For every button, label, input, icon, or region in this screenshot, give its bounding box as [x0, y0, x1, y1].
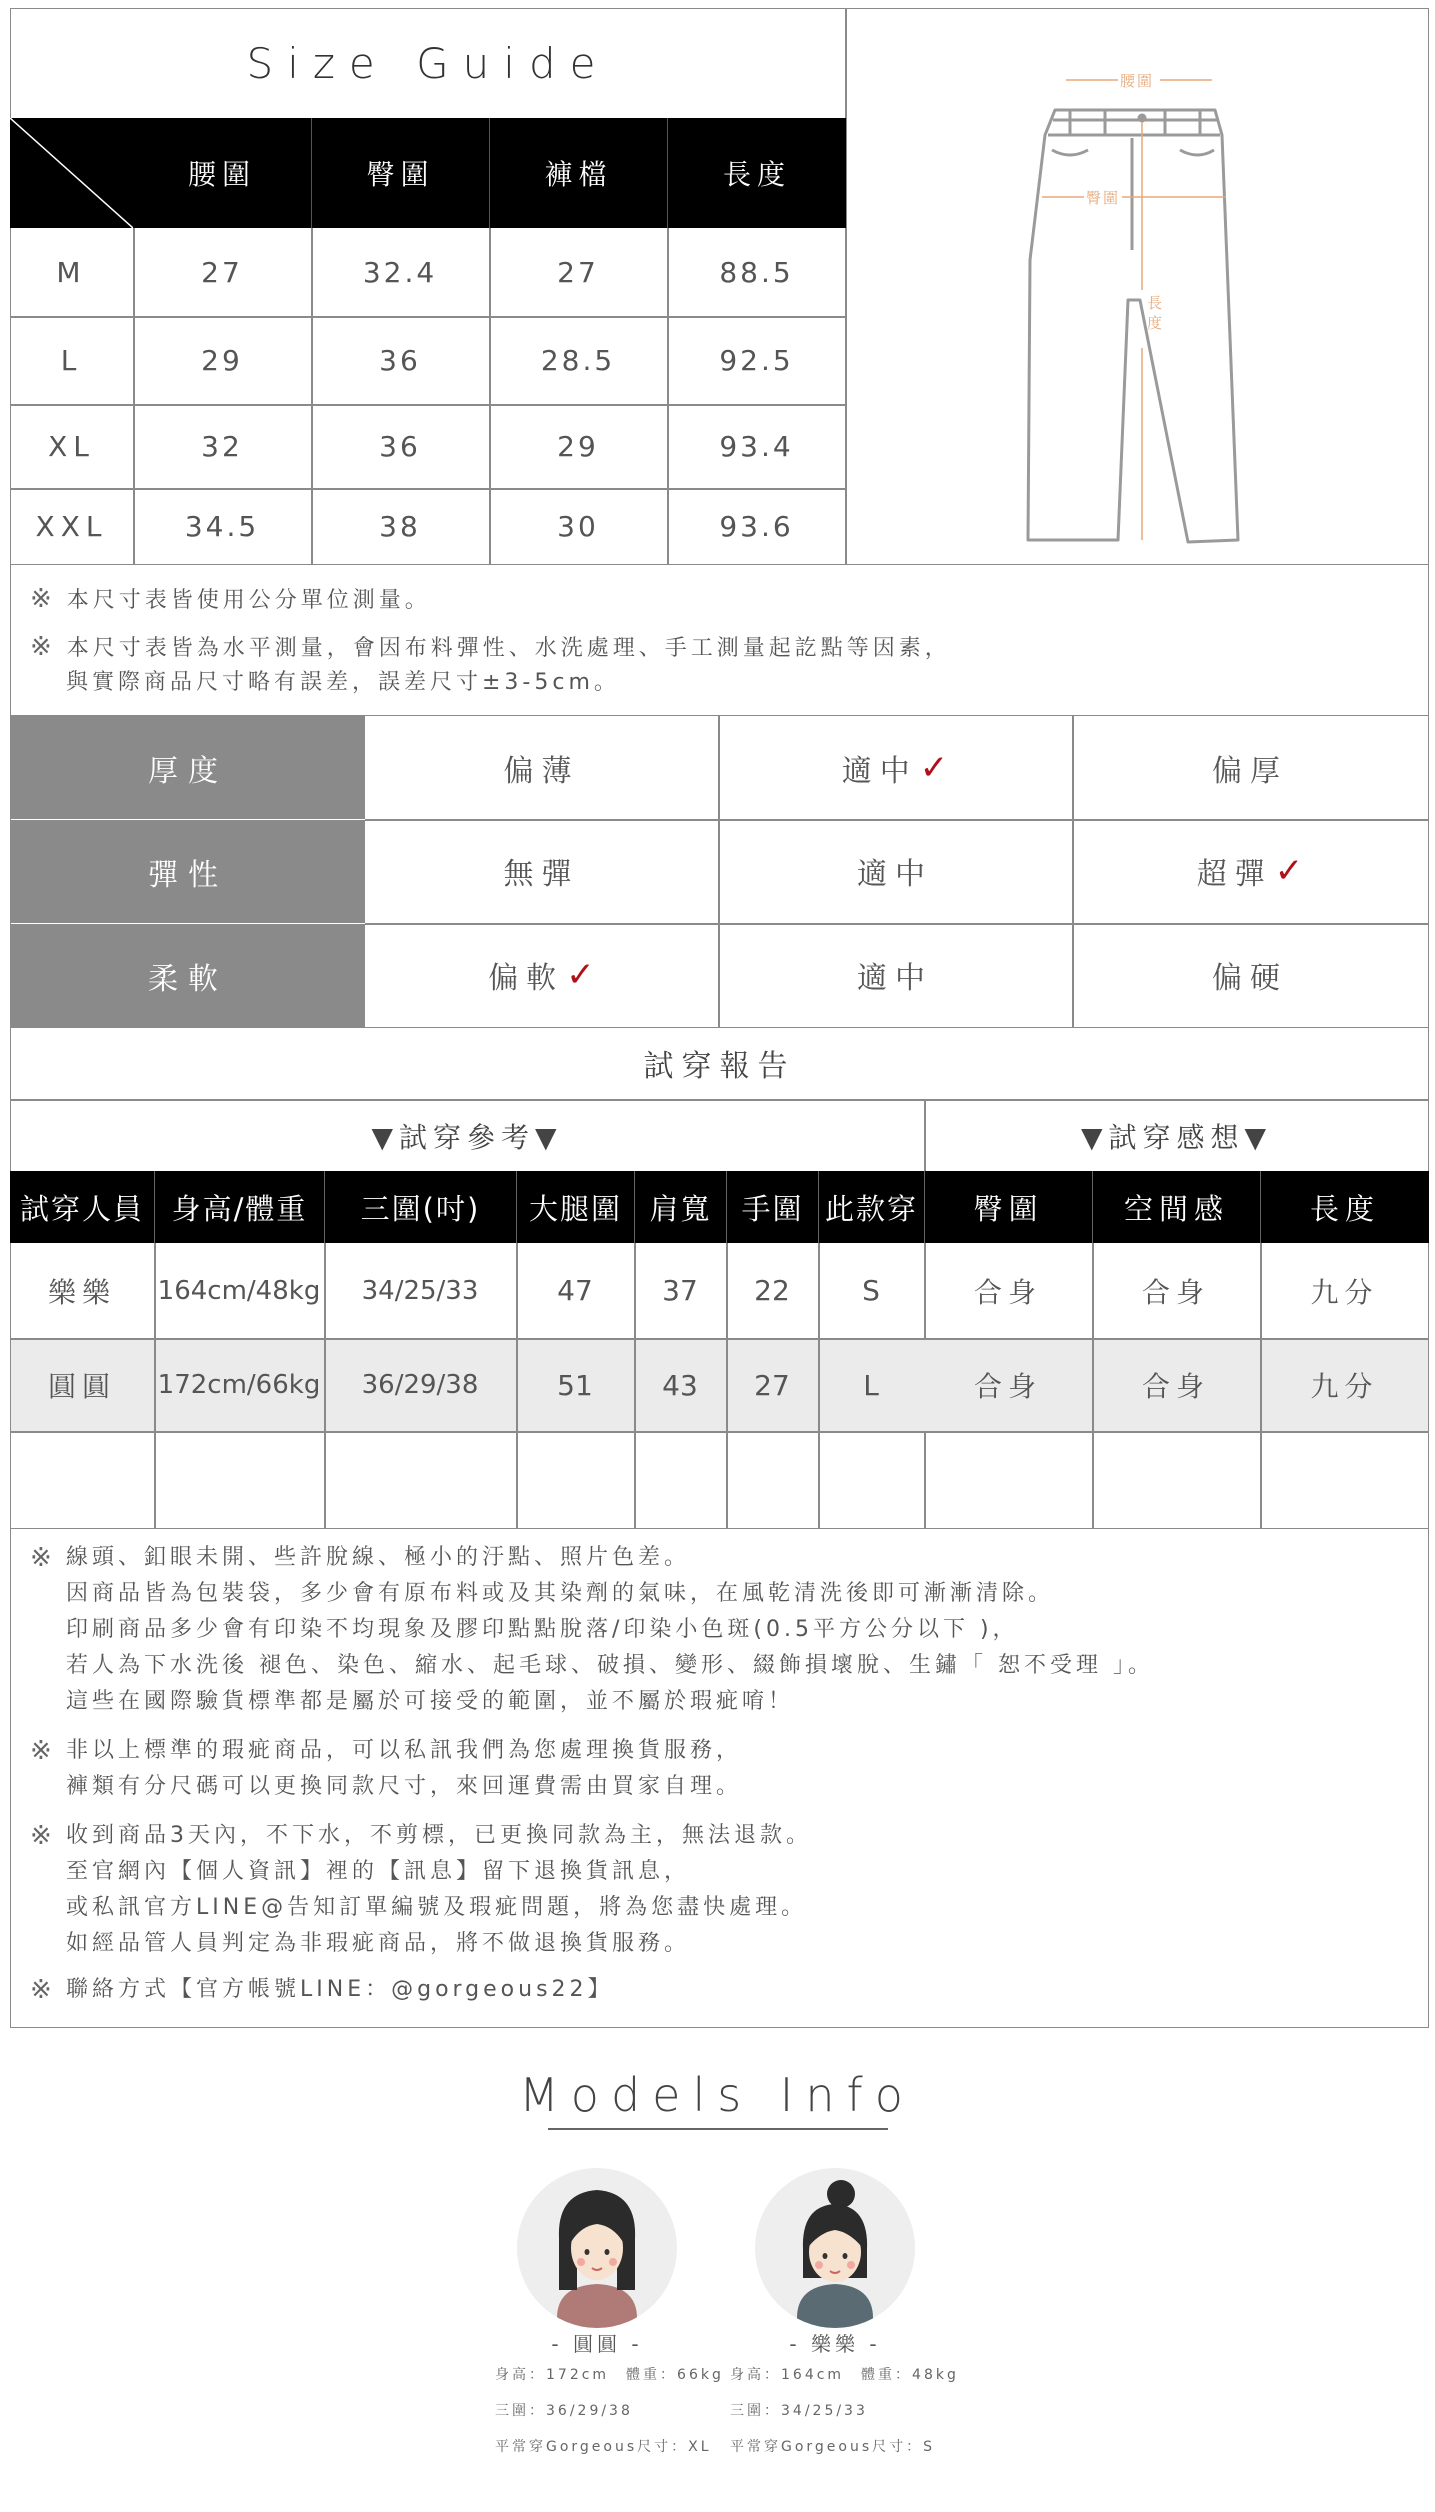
note-mark: ※ — [30, 1975, 56, 2005]
policy-line: 或私訊官方LINE@告知訂單編號及瑕疵問題，將為您盡快處理。 — [66, 1895, 808, 1920]
policy-line: 非以上標準的瑕疵商品，可以私訊我們為您處理換貨服務， — [66, 1738, 743, 1763]
fabric-option-selected: 偏軟 ✓ — [488, 955, 595, 996]
report-ref-title: ▼試穿參考▼ — [371, 1120, 563, 1154]
policy-line: 線頭、釦眼未開、些許脫線、極小的汙點、照片色差。 — [66, 1545, 691, 1570]
diagram-label-hip: 臀圍 — [1086, 189, 1121, 207]
policy-line: 聯絡方式【官方帳號LINE：@gorgeous22】 — [66, 1977, 614, 2002]
policy-line: 因商品皆為包裝袋，多少會有原布料或及其染劑的氣味，在風乾清洗後即可漸漸清除。 — [66, 1581, 1055, 1606]
fabric-label-softness: 柔軟 — [11, 923, 365, 1027]
col-header-hip-feel: 臀圍 — [924, 1171, 1092, 1243]
note-mark: ※ — [30, 1543, 56, 1573]
policy-line: 收到商品3天內，不下水，不剪標，已更換同款為主，無法退款。 — [66, 1823, 812, 1848]
col-header-shoulder: 肩寬 — [634, 1171, 726, 1243]
col-header-rise: 褲檔 — [489, 118, 667, 228]
check-icon: ✓ — [566, 955, 595, 995]
col-header-tester: 試穿人員 — [10, 1171, 154, 1243]
note-mark: ※ — [30, 584, 56, 614]
col-header-waist: 腰圍 — [133, 118, 311, 228]
size-value: 27 — [557, 255, 599, 289]
diagram-label-length-1: 長 — [1147, 294, 1163, 312]
policy-line: 這些在國際驗貨標準都是屬於可接受的範圍，並不屬於瑕疵唷！ — [66, 1689, 795, 1714]
size-value: 93.6 — [719, 510, 794, 543]
report-cell: 圓圓 — [47, 1370, 116, 1403]
fabric-option: 偏硬 — [1212, 961, 1288, 996]
size-value: 93.4 — [719, 429, 794, 463]
size-value: 28.5 — [540, 343, 616, 377]
size-label: XL — [48, 429, 95, 463]
fabric-option: 適中 — [857, 961, 933, 996]
size-label: L — [60, 343, 83, 377]
pants-diagram — [1000, 60, 1280, 560]
note-mark: ※ — [30, 1736, 56, 1766]
size-value: 92.5 — [719, 343, 794, 377]
models-title-underline — [548, 2128, 888, 2130]
size-value: 36 — [379, 429, 421, 463]
size-note-2 — [30, 629, 951, 667]
report-cell: 36/29/38 — [361, 1370, 479, 1400]
report-title: 試穿報告 — [643, 1049, 796, 1084]
report-cell: 合身 — [973, 1370, 1042, 1403]
size-value: 38 — [379, 510, 421, 543]
note-mark: ※ — [30, 632, 56, 662]
policy-block-1 — [30, 1540, 1410, 1720]
size-value: 32 — [201, 429, 243, 463]
report-cell: L — [863, 1368, 879, 1402]
check-icon: ✓ — [1274, 851, 1304, 891]
note-text: 本尺寸表皆為水平測量，會因布料彈性、水洗處理、手工測量起訖點等因素， — [66, 636, 951, 661]
model-usual-size: 平常穿Gorgeous尺寸：S — [730, 2439, 936, 2455]
size-value: 34.5 — [184, 510, 260, 543]
model-stats: 身高：164cm 體重：48kg — [730, 2367, 959, 2383]
policy-block-4 — [30, 1972, 1410, 2008]
col-header-thigh: 大腿圍 — [516, 1171, 634, 1243]
report-cell: 164cm/48kg — [157, 1275, 321, 1306]
col-header-space: 空間感 — [1092, 1171, 1260, 1243]
size-value: 36 — [379, 343, 421, 377]
report-cell: 22 — [754, 1274, 790, 1307]
policy-line: 如經品管人員判定為非瑕疵商品，將不做退換貨服務。 — [66, 1931, 691, 1956]
col-header-length: 長度 — [667, 118, 846, 228]
model-measure: 三圍：36/29/38 — [495, 2403, 633, 2419]
avatar-yuanyuan — [517, 2168, 677, 2328]
avatar-lele — [755, 2168, 915, 2328]
diagram-label-length-2: 度 — [1147, 314, 1163, 332]
report-cell: 34/25/33 — [361, 1275, 479, 1306]
col-header-hip: 臀圍 — [311, 118, 489, 228]
fabric-option-selected: 超彈 ✓ — [1196, 851, 1304, 892]
size-guide-title: Size Guide — [246, 38, 610, 88]
fabric-option-selected: 適中 ✓ — [841, 747, 949, 789]
size-value: 30 — [557, 510, 599, 543]
fabric-option: 偏厚 — [1212, 753, 1288, 789]
fabric-option: 偏薄 — [503, 753, 580, 789]
size-value: 32.4 — [362, 255, 438, 289]
pants-outline-icon — [1000, 60, 1280, 560]
col-header-measurements: 三圍(吋) — [324, 1171, 516, 1243]
policy-line: 至官網內【個人資訊】裡的【訊息】留下退換貨訊息， — [66, 1859, 691, 1884]
size-value: 88.5 — [719, 255, 794, 289]
report-cell: 合身 — [973, 1275, 1042, 1309]
col-header-size-worn: 此款穿 — [818, 1171, 924, 1243]
grid-line — [10, 1431, 1429, 1433]
fabric-option: 無彈 — [503, 857, 580, 892]
size-label: M — [56, 255, 87, 289]
models-title: Models Info — [519, 2068, 915, 2122]
report-cell: 合身 — [1141, 1370, 1210, 1403]
report-cell: 樂樂 — [47, 1275, 116, 1309]
size-value: 27 — [201, 255, 243, 289]
report-cell: 九分 — [1310, 1275, 1379, 1309]
model-name: - 圓圓 - — [551, 2331, 643, 2356]
report-cell: 172cm/66kg — [157, 1370, 321, 1400]
col-header-length-feel: 長度 — [1260, 1171, 1429, 1243]
size-guide-corner — [10, 118, 133, 228]
report-feel-title: ▼試穿感想▼ — [1080, 1120, 1273, 1154]
avatar-bun-hair-icon — [755, 2168, 915, 2328]
report-cell: 47 — [557, 1274, 593, 1307]
fabric-option: 適中 — [857, 857, 933, 892]
avatar-long-hair-icon — [517, 2168, 677, 2328]
model-name: - 樂樂 - — [789, 2331, 881, 2356]
report-cell: 43 — [662, 1368, 698, 1402]
fabric-label-thickness: 厚度 — [11, 716, 365, 819]
model-usual-size: 平常穿Gorgeous尺寸：XL — [495, 2439, 712, 2455]
fabric-label-stretch: 彈性 — [11, 819, 365, 923]
report-cell: 九分 — [1310, 1370, 1379, 1403]
size-label: XXL — [35, 510, 108, 543]
policy-line: 褲類有分尺碼可以更換同款尺寸，來回運費需由買家自理。 — [66, 1774, 743, 1799]
size-note-1 — [30, 581, 431, 619]
note-text: 本尺寸表皆使用公分單位測量。 — [66, 588, 431, 613]
col-header-arm: 手圍 — [726, 1171, 818, 1243]
report-cell: S — [862, 1274, 880, 1307]
size-value: 29 — [557, 429, 599, 463]
diagram-label-waist: 腰圍 — [1120, 72, 1155, 90]
report-cell: 27 — [754, 1368, 790, 1402]
diagonal-line — [10, 118, 133, 228]
policy-block-2 — [30, 1733, 1410, 1805]
policy-line: 印刷商品多少會有印染不均現象及膠印點點脫落/印染小色斑(0.5平方公分以下 )， — [66, 1617, 1019, 1642]
size-value: 29 — [201, 343, 243, 377]
report-cell: 51 — [557, 1368, 593, 1402]
report-cell: 37 — [662, 1274, 698, 1307]
check-icon: ✓ — [919, 747, 949, 788]
col-header-height-weight: 身高/體重 — [154, 1171, 324, 1243]
policy-block-3 — [30, 1818, 1410, 1962]
model-measure: 三圍：34/25/33 — [730, 2403, 868, 2419]
report-cell: 合身 — [1141, 1275, 1210, 1309]
model-stats: 身高：172cm 體重：66kg — [495, 2367, 724, 2383]
note-mark: ※ — [30, 1821, 56, 1851]
policy-line: 若人為下水洗後 褪色、染色、縮水、起毛球、破損、變形、綴飾損壞脫、生鏽「 恕不受理 」。 — [66, 1653, 1154, 1678]
size-note-3: 與實際商品尺寸略有誤差，誤差尺寸±3-5cm。 — [66, 670, 620, 695]
